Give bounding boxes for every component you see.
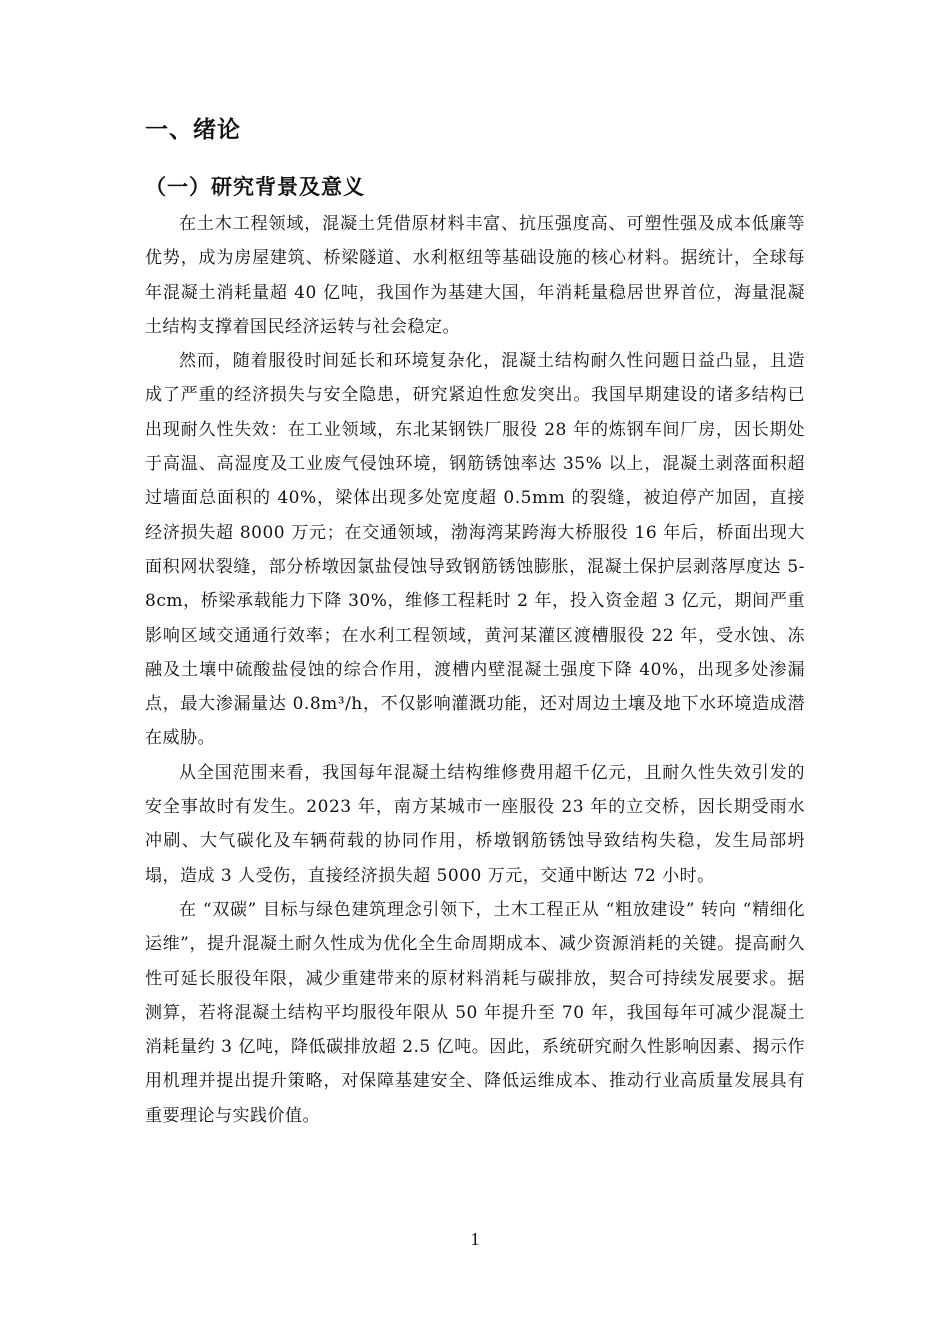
paragraph-background: 在土木工程领域，混凝土凭借原材料丰富、抗压强度高、可塑性强及成本低廉等优势，成为房屋建筑、桥梁隧道、水利枢纽等基础设施的核心材料。据统计，全球每年混凝土消耗量超 40 亿吨，我国作为基建大国，年消耗量稳居世界首位，海量混凝土结构支撑着国民经济运转与社会稳定。 <box>145 214 805 337</box>
paragraph-significance: 在 “双碳” 目标与绿色建筑理念引领下，土木工程正从 “粗放建设” 转向 “精细化运维”，提升混凝土耐久性成为优化全生命周期成本、减少资源消耗的关键。提高耐久性可延长服役年限，减少重建带来的原材料消耗与碳排放，契合可持续发展要求。据测算，若将混凝土结构平均服役年限从 50 年提升至 70 年，我国每年可减少混凝土消耗量约 3 亿吨，降低碳排放超 2.5 亿吨。因此，系统研究耐久性影响因素、揭示作用机理并提出提升策略，对保障基建安全、降低运维成本、推动行业高质量发展具有重要理论与实践价值。 <box>145 899 805 1126</box>
paragraph-durability-cases: 然而，随着服役时间延长和环境复杂化，混凝土结构耐久性问题日益凸显，且造成了严重的经济损失与安全隐患，研究紧迫性愈发突出。我国早期建设的诸多结构已出现耐久性失效：在工业领域，东北某钢铁厂服役 28 年的炼钢车间厂房，因长期处于高温、高湿度及工业废气侵蚀环境，钢筋锈蚀率达 35% 以上，混凝土剥落面积超过墙面总面积的 40%，梁体出现多处宽度超 0.5mm 的裂缝，被迫停产加固，直接经济损失超 8000 万元；在交通领域，渤海湾某跨海大桥服役 16 年后，桥面出现大面积网状裂缝，部分桥墩因氯盐侵蚀导致钢筋锈蚀膨胀，混凝土保护层剥落厚度达 5-8cm，桥梁承载能力下降 30%，维修工程耗时 2 年，投入资金超 3 亿元，期间严重影响区域交通通行效率；在水利工程领域，黄河某灌区渡槽服役 22 年，受水蚀、冻融及土壤中硫酸盐侵蚀的综合作用，渡槽内壁混凝土强度下降 40%，出现多处渗漏点，最大渗漏量达 0.8m³/h，不仅影响灌溉功能，还对周边土壤及地下水环境造成潜在威胁。 <box>145 351 805 749</box>
section-heading: （一）研究背景及意义 <box>145 175 365 199</box>
chapter-heading: 一、绪论 <box>145 117 241 143</box>
paragraph-national-scope: 从全国范围来看，我国每年混凝土结构维修费用超千亿元，且耐久性失效引发的安全事故时有发生。2023 年，南方某城市一座服役 23 年的立交桥，因长期受雨水冲刷、大气碳化及车辆荷载的协同作用，桥墩钢筋锈蚀导致结构失稳，发生局部坍塌，造成 3 人受伤，直接经济损失超 5000 万元，交通中断达 72 小时。 <box>145 762 805 886</box>
body-text <box>145 207 805 1133</box>
page-number: 1 <box>470 1229 480 1249</box>
